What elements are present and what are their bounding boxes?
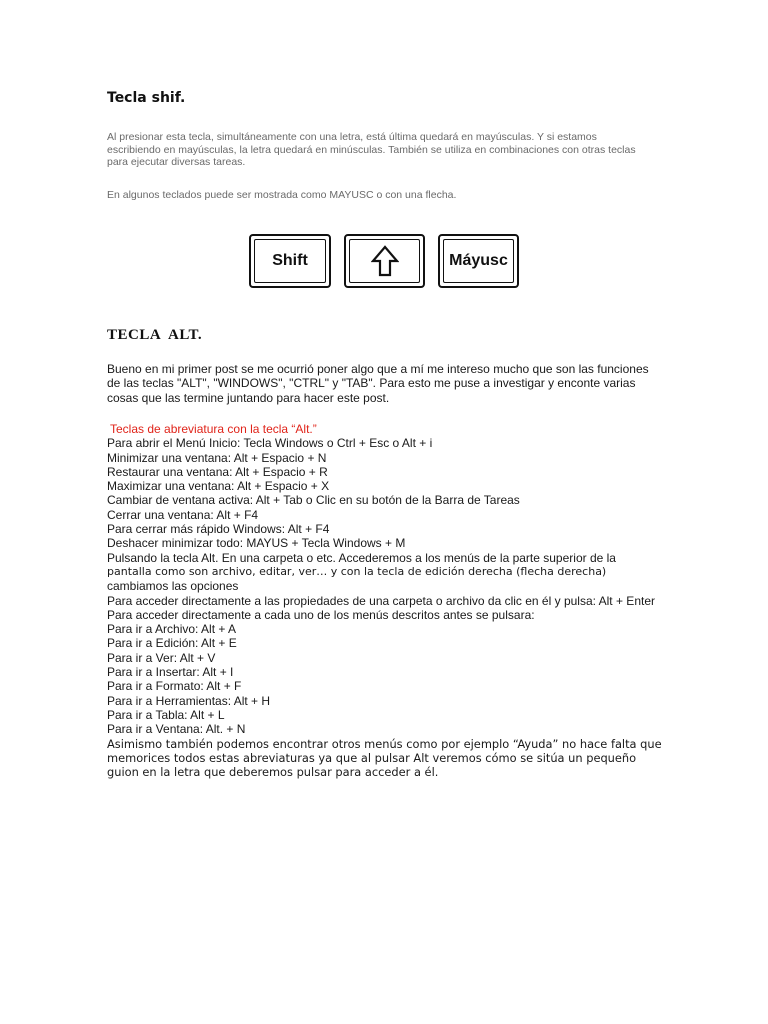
list-item: Para ir a Edición: Alt + E bbox=[107, 636, 237, 651]
list-item: Para abrir el Menú Inicio: Tecla Windows o Ctrl + Esc o Alt + i bbox=[107, 436, 433, 451]
shift-keys-illustration bbox=[249, 234, 521, 290]
list-item: Para cerrar más rápido Windows: Alt + F4 bbox=[107, 522, 330, 537]
list-item: Para ir a Tabla: Alt + L bbox=[107, 707, 225, 722]
list-item: Para ir a Herramientas: Alt + H bbox=[107, 693, 271, 708]
list-item: Para acceder directamente a las propiedades de una carpeta o archivo da clic en él y pulsa: Alt + Enter bbox=[107, 593, 655, 608]
shift-description: Al presionar esta tecla, simultáneamente con una letra, está última quedará en mayúsculas. Y si estamos escribiendo en mayúsculas, la letra quedará en minúsculas. También se utiliza en combinaciones con otras teclas para ejecutar diversas tareas. bbox=[107, 131, 636, 169]
list-item: Para ir a Ver: Alt + V bbox=[107, 650, 216, 665]
list-item: Para ir a Formato: Alt + F bbox=[107, 679, 242, 694]
list-item: Deshacer minimizar todo: MAYUS + Tecla Windows + M bbox=[107, 536, 406, 551]
list-item: cambiamos las opciones bbox=[107, 579, 239, 594]
shift-key-label: Shift bbox=[254, 239, 326, 283]
alt-section-title: TECLA ALT. bbox=[107, 327, 203, 343]
shift-section-title: Tecla shif. bbox=[107, 90, 186, 106]
alt-shortcut-list bbox=[107, 422, 662, 779]
list-item: Para ir a Archivo: Alt + A bbox=[107, 622, 237, 637]
shift-key bbox=[249, 234, 331, 288]
list-item: Para ir a Ventana: Alt. + N bbox=[107, 722, 246, 737]
list-item: Maximizar una ventana: Alt + Espacio + X bbox=[107, 479, 330, 494]
up-arrow-icon bbox=[371, 245, 399, 277]
list-item: Cambiar de ventana activa: Alt + Tab o Clic en su botón de la Barra de Tareas bbox=[107, 493, 520, 508]
closing-paragraph: Asimismo también podemos encontrar otros menús como por ejemplo “Ayuda” no hace falta que memorices todos estas abreviaturas ya que al pulsar Alt veremos cómo se sitúa un pequeño guion en la letra que deberemos pulsar para acceder a él. bbox=[107, 736, 662, 780]
alt-list-heading: Teclas de abreviatura con la tecla “Alt.” bbox=[110, 422, 317, 436]
alt-intro-paragraph: Bueno en mi primer post se me ocurrió poner algo que a mí me intereso mucho que son las funciones de las teclas "ALT", "WINDOWS", "CTRL" y "TAB". Para esto me puse a investigar y enconte varias cosas que las termine juntando para hacer este post. bbox=[107, 362, 649, 405]
shift-alternate-labels-note: En algunos teclados puede ser mostrada como MAYUSC o con una flecha. bbox=[107, 189, 457, 201]
mayusc-key-label: Máyusc bbox=[443, 239, 514, 283]
list-item: Cerrar una ventana: Alt + F4 bbox=[107, 507, 259, 522]
arrow-key bbox=[344, 234, 425, 288]
list-item: pantalla como son archivo, editar, ver… y con la tecla de edición derecha (flecha derecha) bbox=[107, 564, 607, 578]
list-item: Para acceder directamente a cada uno de los menús descritos antes se pulsara: bbox=[107, 607, 535, 622]
list-item: Restaurar una ventana: Alt + Espacio + R bbox=[107, 464, 328, 479]
list-item: Pulsando la tecla Alt. En una carpeta o etc. Accederemos a los menús de la parte superior de la bbox=[107, 550, 616, 565]
list-item: Para ir a Insertar: Alt + I bbox=[107, 665, 234, 680]
mayusc-key bbox=[438, 234, 519, 288]
list-item: Minimizar una ventana: Alt + Espacio + N bbox=[107, 450, 327, 465]
